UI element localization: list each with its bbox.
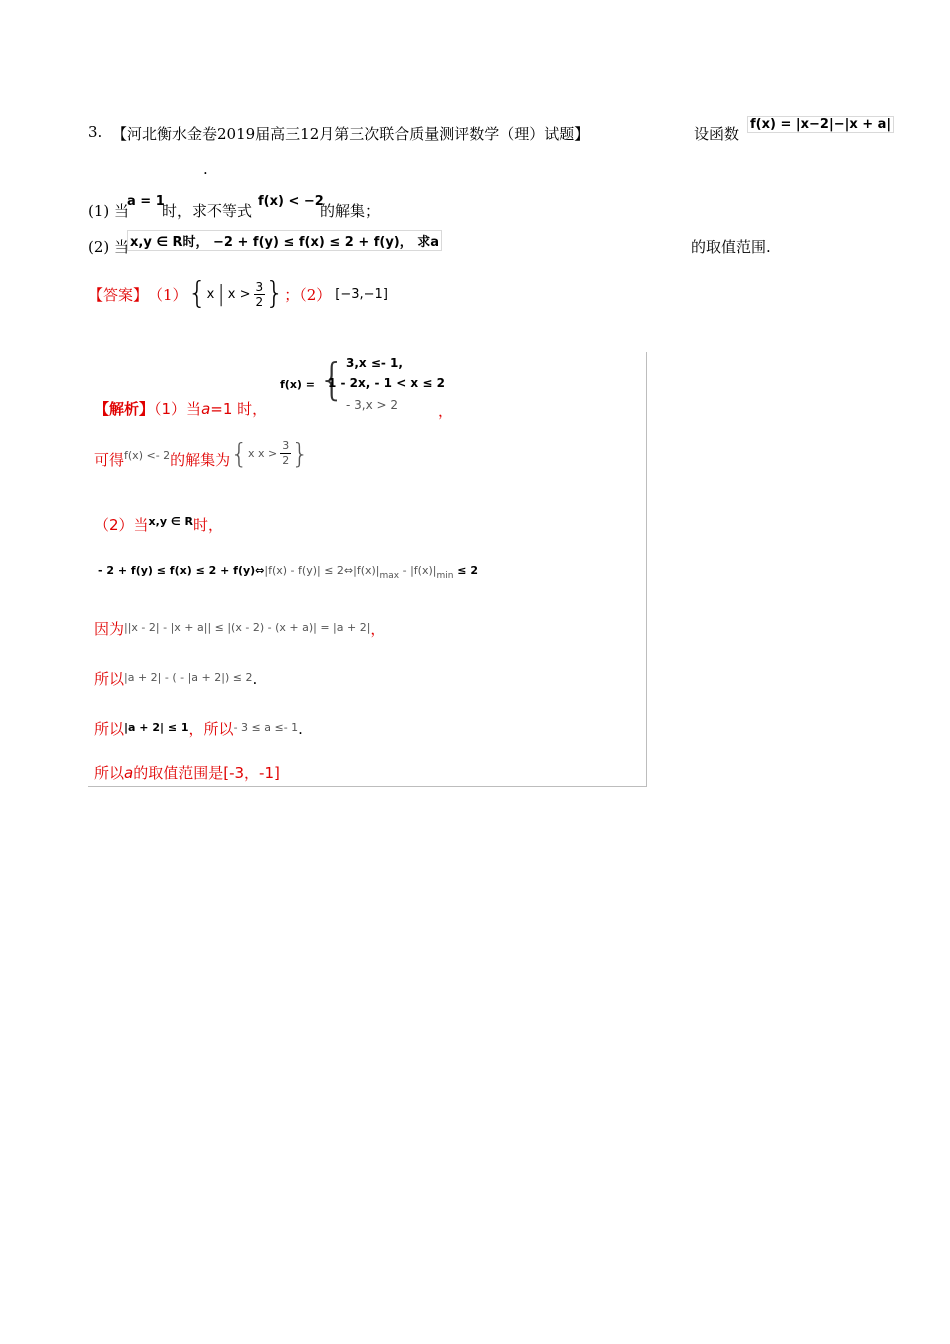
line2-left-brace-icon: { (230, 436, 249, 470)
line7-prefix: 所以 (94, 720, 125, 738)
line2-fraction-numerator: 3 (282, 438, 290, 452)
set-bar-icon: | (217, 281, 225, 307)
answer-solution-set (187, 276, 285, 311)
line4-part-d: - |f(x)| (399, 564, 437, 577)
line4-part-a: - 2 + f(y) ≤ f(x) ≤ 2 + f(y)⇔ (98, 564, 265, 577)
part1-prefix: (1) 当 (88, 202, 130, 220)
line5-math: ||x - 2| - |x + a|| ≤ |(x - 2) - (x + a)| = |a + 2| (124, 621, 371, 634)
line7-mid: ，所以 (188, 720, 234, 738)
left-brace-icon: { (187, 276, 207, 311)
part2-condition: x,y ∈ R时， −2 + f(y) ≤ f(x) ≤ 2 + f(y)， 求a (127, 230, 442, 251)
line2-right-brace-icon: } (291, 436, 310, 470)
part1-mid: 时，求不等式 (162, 202, 253, 220)
line4-part-c: |f(x)| (353, 564, 380, 577)
line4-min: min (436, 571, 454, 581)
solution-line-3 (94, 514, 223, 535)
line5-prefix: 因为 (94, 620, 125, 638)
answer-separator: ；（2） (284, 285, 332, 304)
line2-inequality: f(x) <- 2 (124, 448, 171, 462)
line6-math: |a + 2| - ( - |a + 2|) ≤ 2 (124, 671, 253, 684)
line3-prefix: （2）当 (94, 516, 149, 534)
part2-prefix: (2) 当 (88, 238, 130, 256)
answer-line (88, 272, 388, 316)
right-brace-icon: } (265, 276, 285, 311)
solution-line-7 (94, 718, 303, 739)
line2-set-text: x x > (248, 446, 278, 460)
question-period: . (203, 160, 208, 178)
solution-line1-text: （1）当 (154, 400, 202, 418)
solution-line-4 (98, 564, 478, 581)
line8-var: a (124, 764, 134, 782)
answer-label: 【答案】 (88, 285, 149, 304)
piecewise-brace-icon: { (318, 354, 346, 405)
answer-range: [−3,−1] (335, 286, 388, 302)
solution-panel (88, 352, 647, 787)
piecewise-label: f(x) = (280, 378, 315, 391)
line3-suffix: 时， (192, 516, 223, 534)
line6-suffix: . (252, 670, 258, 688)
line2-set (230, 437, 309, 470)
part1-inequality: f(x) < −2 (258, 194, 324, 209)
answer-part1-label: （1） (148, 285, 188, 304)
solution-line1-rest: =1 时， (210, 400, 268, 418)
solution-line-8 (94, 762, 280, 783)
line7-suffix: . (298, 720, 303, 738)
line3-condition: x,y ∈ R (148, 515, 193, 528)
piecewise-case-3: - 3,x > 2 (346, 398, 399, 412)
solution-line-2 (94, 436, 309, 482)
question-number: 3. (88, 123, 103, 141)
line2-mid: 的解集为 (170, 450, 231, 469)
question-intro: 设函数 (694, 125, 740, 143)
solution-line-1 (94, 398, 267, 419)
set-relation: x > (227, 286, 251, 302)
line7-math-2: - 3 ≤ a ≤- 1 (233, 721, 299, 734)
answer-fraction (254, 280, 266, 309)
set-variable: x (206, 286, 215, 302)
line2-prefix: 可得 (94, 450, 125, 469)
part2-suffix: 的取值范围. (691, 238, 771, 256)
line4-part-e: ≤ 2 (453, 564, 478, 577)
piecewise-comma: ， (438, 402, 454, 420)
solution-line-6 (94, 668, 257, 689)
question-source: 【河北衡水金卷2019届高三12月第三次联合质量测评数学（理）试题】 (112, 125, 590, 143)
line2-fraction-denominator: 2 (282, 453, 290, 467)
solution-line1-var: a (201, 400, 211, 418)
fraction-denominator: 2 (255, 294, 264, 309)
line8-prefix: 所以 (94, 764, 125, 782)
part1-suffix: 的解集； (320, 202, 381, 220)
line4-max: max (379, 571, 400, 581)
line4-part-b: |f(x) - f(y)| ≤ 2⇔ (264, 564, 354, 577)
line7-math-1: |a + 2| ≤ 1 (124, 721, 189, 734)
function-definition: f(x) = |x−2|−|x + a| (747, 116, 894, 133)
line5-suffix: ， (370, 620, 386, 638)
line2-fraction (280, 439, 291, 468)
fraction-numerator: 3 (255, 279, 264, 294)
piecewise-case-2: 1 - 2x, - 1 < x ≤ 2 (328, 376, 445, 390)
piecewise-case-1: 3,x ≤- 1, (346, 356, 403, 370)
line8-rest: 的取值范围是[-3，-1] (133, 764, 280, 782)
solution-line-5 (94, 618, 385, 639)
part1-condition: a = 1 (127, 194, 165, 209)
solution-label: 【解析】 (94, 400, 155, 418)
line6-prefix: 所以 (94, 670, 125, 688)
